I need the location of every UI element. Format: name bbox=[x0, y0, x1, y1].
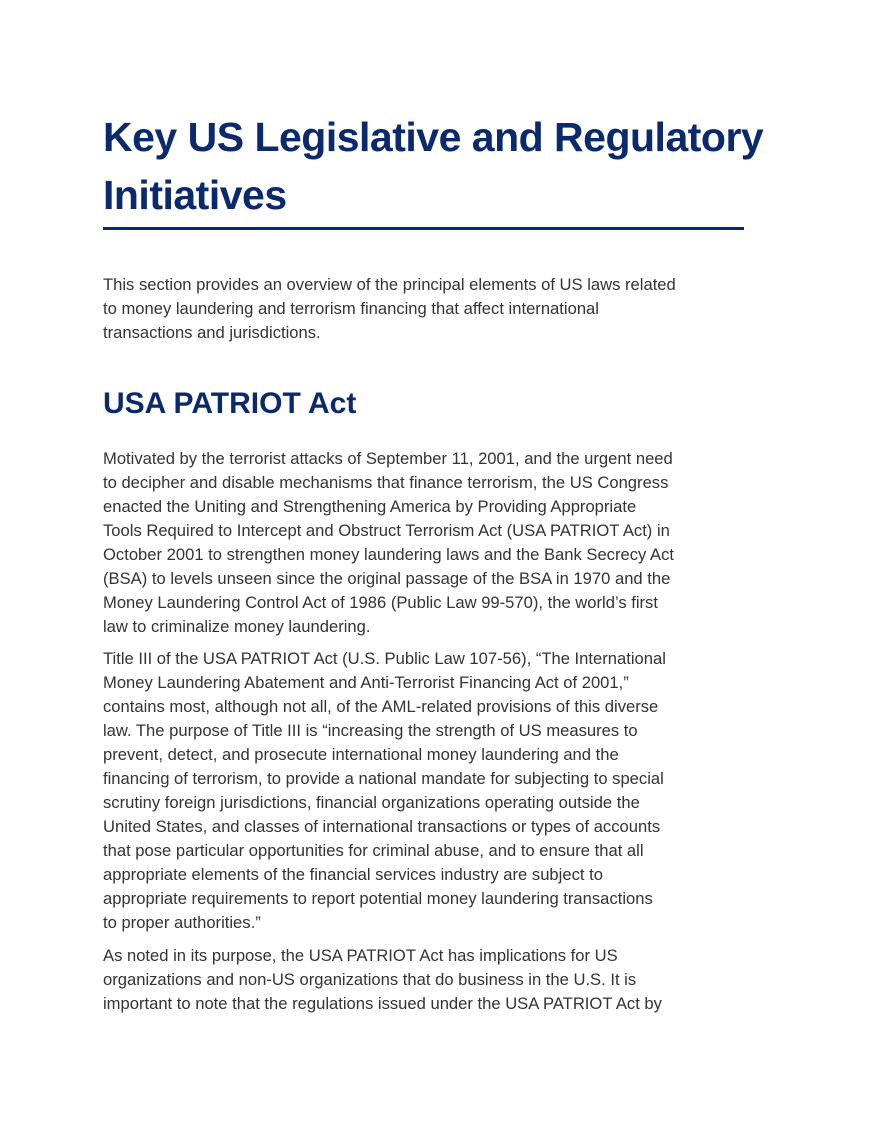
paragraph-line: United States, and classes of international transactions or types of accounts bbox=[103, 817, 661, 836]
paragraph-line: enacted the Uniting and Strengthening America by Providing Appropriate bbox=[103, 497, 637, 516]
paragraph-line: to decipher and disable mechanisms that finance terrorism, the US Congress bbox=[103, 473, 669, 492]
paragraph-line: to proper authorities.” bbox=[103, 913, 261, 932]
paragraph-line: As noted in its purpose, the USA PATRIOT Act has implications for US bbox=[103, 946, 618, 965]
title-line: Initiatives bbox=[103, 172, 287, 218]
paragraph-line: appropriate elements of the financial services industry are subject to bbox=[103, 865, 603, 884]
page-title bbox=[103, 108, 763, 224]
paragraph-line: Motivated by the terrorist attacks of September 11, 2001, and the urgent need bbox=[103, 449, 673, 468]
paragraph-line: Title III of the USA PATRIOT Act (U.S. Public Law 107-56), “The International bbox=[103, 649, 666, 668]
paragraph-line: organizations and non-US organizations that do business in the U.S. It is bbox=[103, 970, 637, 989]
paragraph-line: Money Laundering Abatement and Anti-Terrorist Financing Act of 2001,” bbox=[103, 673, 629, 692]
body-paragraph bbox=[103, 944, 763, 1016]
paragraph-line: prevent, detect, and prosecute international money laundering and the bbox=[103, 745, 619, 764]
paragraph-line: transactions and jurisdictions. bbox=[103, 323, 321, 342]
intro-paragraph bbox=[103, 273, 763, 345]
paragraph-line: October 2001 to strengthen money laundering laws and the Bank Secrecy Act bbox=[103, 545, 674, 564]
paragraph-line: contains most, although not all, of the AML-related provisions of this diverse bbox=[103, 697, 659, 716]
paragraph-line: (BSA) to levels unseen since the original passage of the BSA in 1970 and the bbox=[103, 569, 671, 588]
title-divider bbox=[103, 227, 744, 230]
paragraph-line: financing of terrorism, to provide a national mandate for subjecting to special bbox=[103, 769, 664, 788]
paragraph-line: appropriate requirements to report potential money laundering transactions bbox=[103, 889, 653, 908]
title-line: Key US Legislative and Regulatory bbox=[103, 114, 764, 160]
body-paragraph bbox=[103, 447, 763, 639]
paragraph-line: that pose particular opportunities for criminal abuse, and to ensure that all bbox=[103, 841, 644, 860]
paragraph-line: law to criminalize money laundering. bbox=[103, 617, 371, 636]
paragraph-line: scrutiny foreign jurisdictions, financial organizations operating outside the bbox=[103, 793, 640, 812]
paragraph-line: law. The purpose of Title III is “increasing the strength of US measures to bbox=[103, 721, 638, 740]
body-paragraph bbox=[103, 647, 763, 935]
paragraph-line: Tools Required to Intercept and Obstruct Terrorism Act (USA PATRIOT Act) in bbox=[103, 521, 670, 540]
paragraph-line: important to note that the regulations issued under the USA PATRIOT Act by bbox=[103, 994, 662, 1013]
paragraph-line: Money Laundering Control Act of 1986 (Public Law 99-570), the world’s first bbox=[103, 593, 658, 612]
paragraph-line: This section provides an overview of the principal elements of US laws related bbox=[103, 275, 676, 294]
paragraph-line: to money laundering and terrorism financing that affect international bbox=[103, 299, 599, 318]
section-heading: USA PATRIOT Act bbox=[103, 387, 357, 420]
